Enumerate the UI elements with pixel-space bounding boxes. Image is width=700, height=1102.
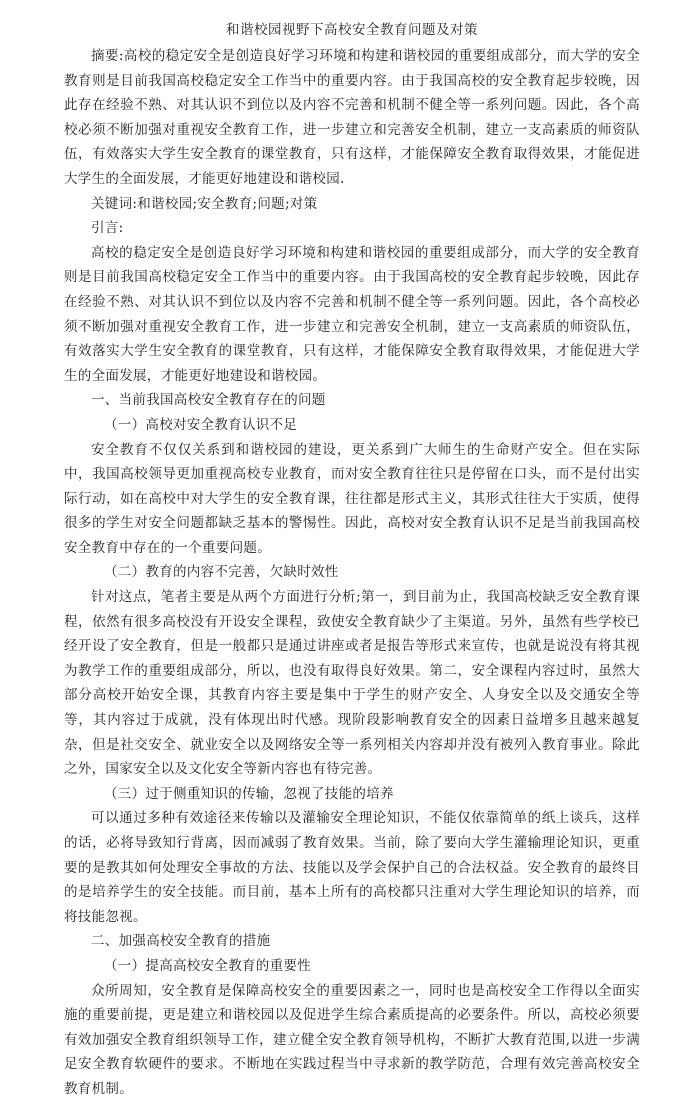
subsection-2-1-paragraph: 众所周知，安全教育是保障高校安全的重要因素之一，同时也是高校安全工作得以全面实施的重要前提，更是建立和谐校园以及促进学生综合素质提高的必要条件。所以，高校必须要有效加强安全教育组织领导工作，建立健全安全教育领导机构，不断扩大教育范围,以进一步满足安全教育软硬件的要求。不断地在实践过程当中寻求新的教学防范，合理有效完善高校安全教育机制。 bbox=[64, 982, 640, 1097]
section-1-heading: 一、当前我国高校安全教育存在的问题 bbox=[91, 392, 326, 409]
keywords-line: 关键词:和谐校园;安全教育;问题;对策 bbox=[91, 195, 318, 212]
document-title: 和谐校园视野下高校安全教育问题及对策 bbox=[226, 22, 478, 38]
subsection-1-1-paragraph: 安全教育不仅仅关系到和谐校园的建设，更关系到广大师生的生命财产安全。但在实际中，我国高校领导更加重视高校专业教育，而对安全教育往往只是停留在口头，而不是付出实际行动，如在高校中对大学生的安全教育课，往往都是形式主义，其形式往往大于实质，使得很多的学生对安全问题都缺乏基本的警惕性。因此，高校对安全教育认识不足是当前我国高校安全教育中存在的一个重要问题。 bbox=[64, 441, 640, 556]
subsection-1-2-heading: （二）教育的内容不完善，欠缺时效性 bbox=[104, 564, 339, 581]
subsection-2-1-heading: （一）提高高校安全教育的重要性 bbox=[104, 957, 311, 974]
subsection-1-3-paragraph: 可以通过多种有效途径来传输以及灌输安全理论知识，不能仅依靠简单的纸上谈兵，这样的话，必将导致知行背离，因而减弱了教育效果。当前，除了要向大学生灌输理论知识，更重要的是教其如何处理安全事故的方法、技能以及学会保护自己的合法权益。安全教育的最终目的是培养学生的安全技能。而目前，基本上所有的高校都只注重对大学生理论知识的培养，而将技能忽视。 bbox=[64, 810, 640, 925]
section-2-heading: 二、加强高校安全教育的措施 bbox=[91, 933, 271, 950]
intro-paragraph: 高校的稳定安全是创造良好学习环境和构建和谐校园的重要组成部分，而大学的安全教育则是目前我国高校稳定安全工作当中的重要内容。由于我国高校的安全教育起步较晚，因此存在经验不熟、对其认识不到位以及内容不完善和机制不健全等一系列问题。因此，各个高校必须不断加强对重视安全教育工作，进一步建立和完善安全机制，建立一支高素质的师资队伍，有效落实大学生安全教育的课堂教育，只有这样，才能保障安全教育取得效果，才能促进大学生的全面发展，才能更好地建设和谐校园。 bbox=[64, 244, 640, 384]
intro-label: 引言: bbox=[91, 220, 124, 237]
subsection-1-1-heading: （一）高校对安全教育认识不足 bbox=[104, 416, 298, 433]
subsection-1-3-heading: （三）过于侧重知识的传输，忽视了技能的培养 bbox=[104, 785, 394, 802]
subsection-1-2-paragraph: 针对这点，笔者主要是从两个方面进行分析;第一，到目前为止，我国高校缺乏安全教育课程，依然有很多高校没有开设安全课程，致使安全教育缺少了主渠道。另外，虽然有些学校已经开设了安全教育，但是一般都只是通过讲座或者是报告等形式来宣传，也就是说没有将其视为教学工作的重要组成部分，所以，也没有取得良好效果。第二，安全课程内容过时，虽然大部分高校开始安全课，其教育内容主要是集中于学生的财产安全、人身安全以及交通安全等等，其内容过于成就，没有体现出时代感。现阶段影响教育安全的因素日益增多且越来越复杂，但是社交安全、就业安全以及网络安全等一系列相关内容却并没有被列入教育事业。除此之外，国家安全以及文化安全等新内容也有待完善。 bbox=[64, 589, 640, 778]
abstract-paragraph: 摘要:高校的稳定安全是创造良好学习环境和构建和谐校园的重要组成部分，而大学的安全教育则是目前我国高校稳定安全工作当中的重要内容。由于我国高校的安全教育起步较晚，因此存在经验不熟、对其认识不到位以及内容不完善和机制不健全等一系列问题。因此，各个高校必须不断加强对重视安全教育工作，进一步建立和完善安全机制，建立一支高素质的师资队伍，有效落实大学生安全教育的课堂教育，只有这样，才能保障安全教育取得效果，才能促进大学生的全面发展，才能更好地建设和谐校园. bbox=[64, 48, 640, 187]
